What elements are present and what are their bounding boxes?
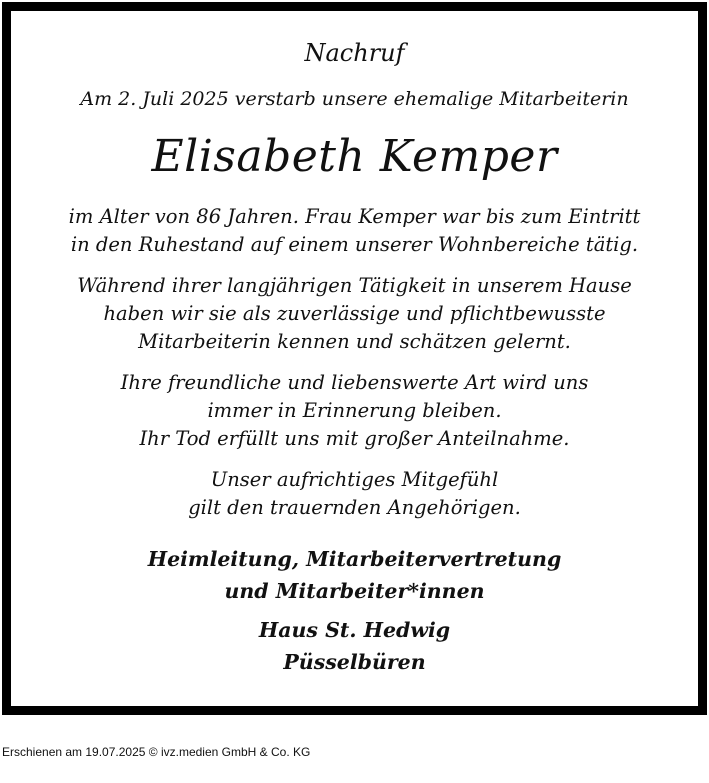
notice-intro: Am 2. Juli 2025 verstarb unsere ehemalige Mitarbeiterin <box>80 88 629 110</box>
paragraph4-line: gilt den trauernden Angehörigen. <box>188 496 521 519</box>
deceased-name: Elisabeth Kemper <box>151 131 558 182</box>
publication-footer: Erschienen am 19.07.2025 © ivz.medien GmbH & Co. KG <box>2 745 311 759</box>
organization-location: Püsselbüren <box>283 650 426 674</box>
paragraph2-line: Mitarbeiterin kennen und schätzen gelernt. <box>138 330 571 353</box>
paragraph2-line: haben wir sie als zuverlässige und pflichtbewusste <box>103 302 606 325</box>
paragraph2-line: Während ihrer langjährigen Tätigkeit in unserem Hause <box>77 274 632 297</box>
paragraph3-line: Ihre freundliche und liebenswerte Art wird uns <box>120 371 589 394</box>
paragraph3-line: Ihr Tod erfüllt uns mit großer Anteilnahme. <box>139 427 570 450</box>
organization-name: Haus St. Hedwig <box>258 618 451 642</box>
paragraph1-line: in den Ruhestand auf einem unserer Wohnbereiche tätig. <box>70 233 639 256</box>
paragraph3-line: immer in Erinnerung bleiben. <box>207 399 502 422</box>
signature-line: und Mitarbeiter*innen <box>224 579 485 603</box>
paragraph1-line: im Alter von 86 Jahren. Frau Kemper war bis zum Eintritt <box>68 205 641 228</box>
notice-heading: Nachruf <box>304 39 405 67</box>
paragraph4-line: Unser aufrichtiges Mitgefühl <box>210 468 499 491</box>
obituary-notice <box>2 2 707 715</box>
signature-line: Heimleitung, Mitarbeitervertretung <box>147 547 562 571</box>
